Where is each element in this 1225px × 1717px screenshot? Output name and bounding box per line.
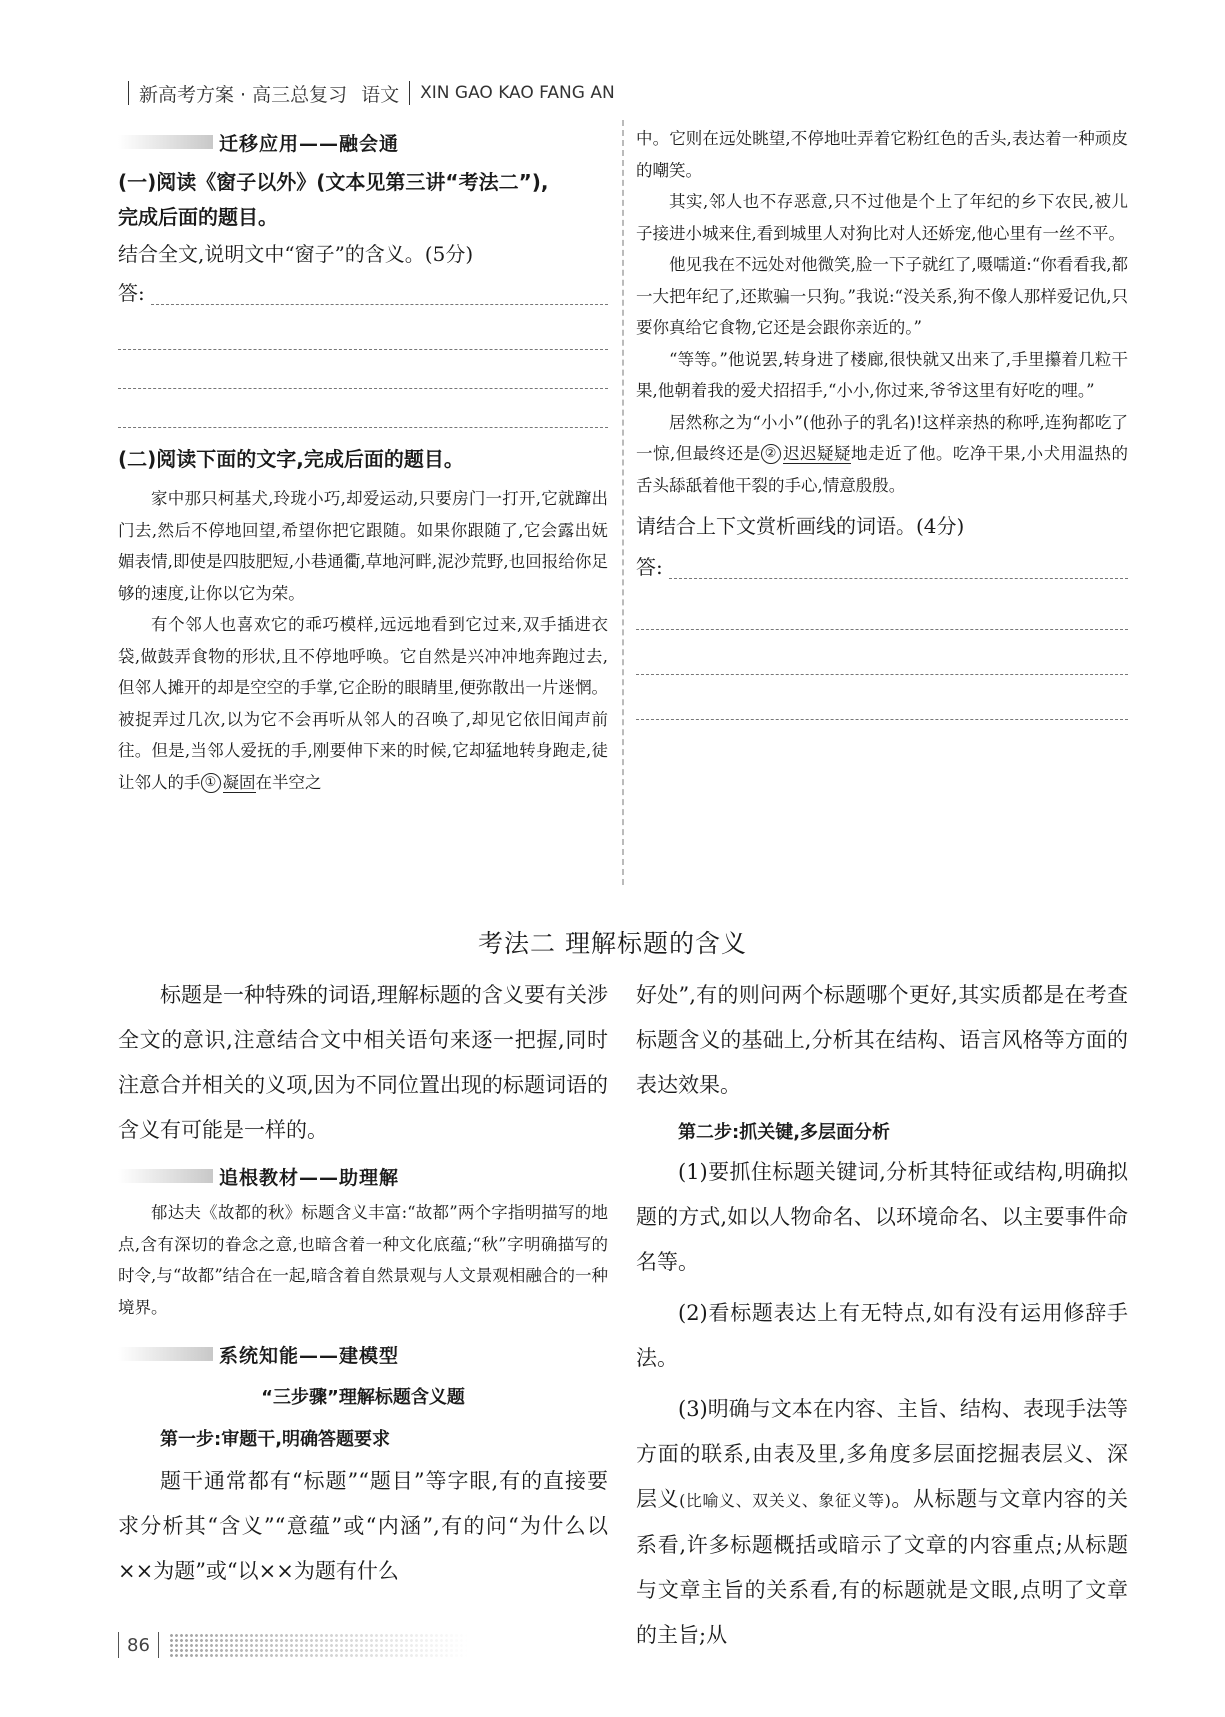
section-title: 追根教材——助理解 bbox=[219, 1166, 400, 1189]
page-section-title: 考法二 理解标题的含义 bbox=[478, 929, 747, 958]
step-1-paragraph: 题干通常都有“标题”“题目”等字眼,有的直接要求分析其“含义”“意蕴”或“内涵”,有的问“为什么以××为题”或“以××为题有什么 bbox=[118, 1469, 608, 1583]
heading-bar bbox=[118, 1169, 213, 1183]
heading-bar bbox=[118, 135, 213, 149]
question-2-heading: (二)阅读下面的文字,完成后面的题目。 bbox=[118, 447, 464, 471]
left-top-column bbox=[118, 127, 608, 798]
passage-paragraph: “等等。”他说罢,转身进了楼廊,很快就又出来了,手里攥着几粒干果,他朝着我的爱犬招招手,“小小,你过来,爷爷这里有好吃的哩。” bbox=[636, 349, 1128, 400]
marker-2: ② bbox=[761, 444, 781, 464]
question-1-text: 结合全文,说明文中“窗子”的含义。(5分) bbox=[118, 242, 474, 266]
left-bottom-column bbox=[118, 973, 608, 1594]
passage-paragraph: 家中那只柯基犬,玲珑小巧,却爱运动,只要房门一打开,它就蹿出门去,然后不停地回望,希望你把它跟随。如果你跟随了,它会露出妩媚表情,即使是四肢肥短,小巷通衢,草地河畔,泥沙荒野,也回报给你足够的速度,让你以它为荣。 bbox=[118, 489, 608, 603]
answer-label: 答: bbox=[636, 555, 663, 579]
section-heading bbox=[118, 1161, 608, 1191]
right-bottom-column bbox=[636, 973, 1128, 1658]
continued-paragraph: 好处”,有的则问两个标题哪个更好,其实质都是在考查标题含义的基础上,分析其在结构、语言风格等方面的表达效果。 bbox=[636, 983, 1128, 1097]
passage-paragraph: 其实,邻人也不存恶意,只不过他是个上了年纪的乡下农民,被儿子接进小城来住,看到城里人对狗比对人还娇宠,他心里有一丝不平。 bbox=[636, 192, 1128, 243]
answer-line[interactable] bbox=[636, 719, 1128, 720]
marker-1: ① bbox=[201, 773, 221, 793]
intro-paragraph: 标题是一种特殊的词语,理解标题的含义要有关涉全文的意识,注意结合文中相关语句来逐一把握,同时注意合并相关的义项,因为不同位置出现的标题词语的含义有可能是一样的。 bbox=[118, 983, 608, 1142]
page-footer bbox=[118, 1632, 469, 1658]
step-2-point-3: (3)明确与文本在内容、主旨、结构、表现手法等方面的联系,由表及里,多角度多层面挖掘表层义、深层义(比喻义、双关义、象征义等)。从标题与文章内容的关系看,许多标题概括或暗示了文章的内容重点;从标题与文章主旨的关系看,有的标题就是文眼,点明了文章的主旨;从 bbox=[636, 1397, 1129, 1647]
step-2-point-2: (2)看标题表达上有无特点,如有没有运用修辞手法。 bbox=[636, 1301, 1128, 1370]
passage-paragraph: 中。它则在远处眺望,不停地吐弄着它粉红色的舌头,表达着一种顽皮的嘲笑。 bbox=[636, 129, 1128, 180]
passage-paragraph: 居然称之为“小小”(他孙子的乳名)!这样亲热的称呼,连狗都吃了一惊,但最终还是 ② 迟迟疑疑地走近了他。吃净干果,小犬用温热的舌头舔舐着他干裂的手心,情意殷殷。 bbox=[636, 412, 1129, 495]
answer-line[interactable] bbox=[118, 349, 608, 350]
header-divider bbox=[409, 81, 410, 105]
step-2-point-1: (1)要抓住标题关键词,分析其特征或结构,明确拟题的方式,如以人物命名、以环境命名、以主要事件命名等。 bbox=[636, 1160, 1128, 1274]
section-heading bbox=[118, 1339, 608, 1369]
right-top-column bbox=[636, 123, 1128, 720]
answer-line[interactable] bbox=[118, 276, 608, 311]
answer-label: 答: bbox=[118, 281, 145, 305]
underlined-word-2: 迟迟疑疑 bbox=[782, 444, 852, 463]
step-2-heading: 第二步:抓关键,多层面分析 bbox=[678, 1122, 891, 1143]
step-1-heading: 第一步:审题干,明确答题要求 bbox=[160, 1429, 391, 1450]
section-heading bbox=[118, 127, 608, 157]
page-number: 86 bbox=[127, 1634, 150, 1656]
heading-bar bbox=[118, 1347, 213, 1361]
answer-line[interactable] bbox=[118, 388, 608, 389]
header-book: 新高考方案 · 高三总复习 bbox=[139, 83, 348, 106]
footer-dot-pattern bbox=[169, 1633, 469, 1657]
answer-line[interactable] bbox=[636, 629, 1128, 630]
answer-line[interactable] bbox=[636, 550, 1128, 585]
passage-paragraph: 有个邻人也喜欢它的乖巧模样,远远地看到它过来,双手插进衣袋,做鼓弄食物的形状,且不停地呼唤。它自然是兴冲冲地奔跑过去,但邻人摊开的却是空空的手掌,它企盼的眼睛里,便弥散出一片迷惘。被捉弄过几次,以为它不会再听从邻人的召唤了,却见它依旧闻声前往。但是,当邻人爱抚的手,刚要伸下来的时候,它却猛地转身跑走,徒让邻人的手 ① 凝固在半空之 bbox=[118, 615, 608, 792]
running-header bbox=[118, 78, 615, 108]
header-pinyin: XIN GAO KAO FANG AN bbox=[420, 83, 615, 103]
passage-paragraph: 他见我在不远处对他微笑,脸一下子就红了,嗫嚅道:“你看看我,都一大把年纪了,还欺骗一只狗。”我说:“没关系,狗不像人那样爱记仇,只要你真给它食物,它还是会跟你亲近的。” bbox=[636, 255, 1128, 337]
section-title: 迁移应用——融会通 bbox=[219, 132, 400, 155]
underlined-word-1: 凝固 bbox=[222, 772, 256, 792]
question-text: 请结合上下文赏析画线的词语。(4分) bbox=[636, 514, 965, 538]
section-title: 系统知能——建模型 bbox=[219, 1344, 400, 1367]
answer-line[interactable] bbox=[636, 674, 1128, 675]
answer-line[interactable] bbox=[118, 427, 608, 428]
header-subject: 语文 bbox=[361, 83, 400, 106]
header-divider bbox=[128, 81, 129, 105]
column-divider bbox=[622, 120, 624, 885]
subsection-title: “三步骤”理解标题含义题 bbox=[261, 1387, 465, 1408]
question-1-heading: (一)阅读《窗子以外》(文本见第三讲“考法二”), 完成后面的题目。 bbox=[118, 170, 549, 229]
textbook-paragraph: 郁达夫《故都的秋》标题含义丰富:“故都”两个字指明描写的地点,含有深切的眷念之意,也暗含着一种文化底蕴;“秋”字明确描写的时令,与“故都”结合在一起,暗含着自然景观与人文景观相融合的一种境界。 bbox=[118, 1203, 608, 1317]
